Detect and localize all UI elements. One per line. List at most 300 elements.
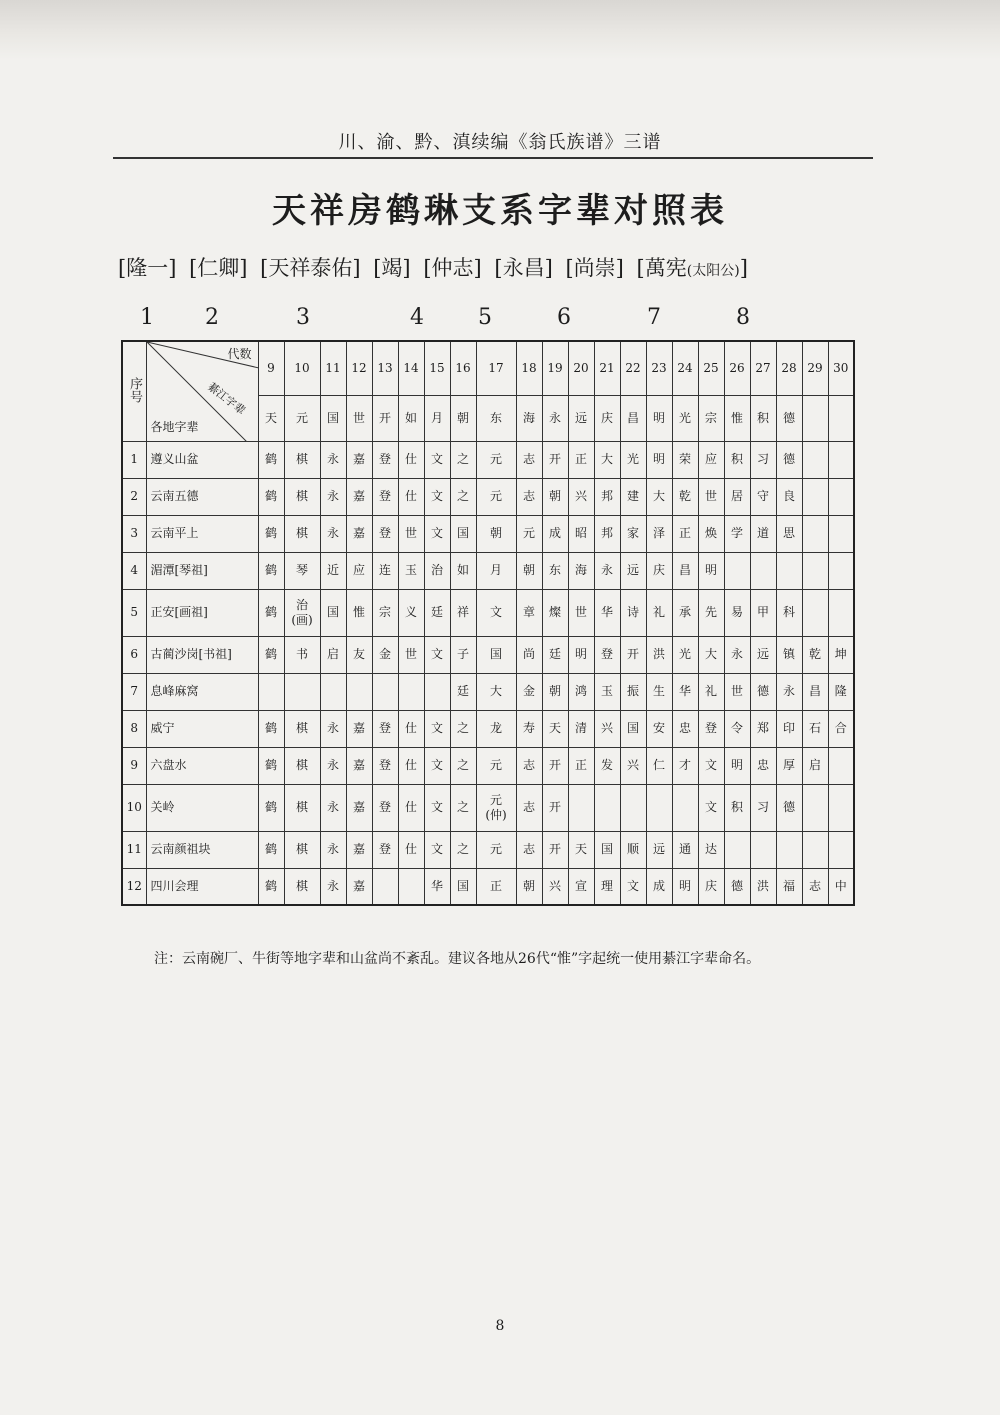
generation-char: 焕 xyxy=(698,515,724,552)
generation-char: 学 xyxy=(724,515,750,552)
row-place: 古蔺沙岗[书祖] xyxy=(146,636,258,673)
generation-char: 启 xyxy=(320,636,346,673)
generation-char: 思 xyxy=(776,515,802,552)
generation-char: 永 xyxy=(320,784,346,831)
generation-char: 鹤 xyxy=(258,589,284,636)
generation-char: 志 xyxy=(516,747,542,784)
generation-char: 永 xyxy=(320,747,346,784)
generation-char: 德 xyxy=(750,673,776,710)
generation-char: 国 xyxy=(320,589,346,636)
generation-number: 13 xyxy=(372,341,398,395)
generation-char: 治 xyxy=(424,552,450,589)
row-seq: 6 xyxy=(122,636,146,673)
generation-char xyxy=(802,478,828,515)
qijiang-char xyxy=(828,395,854,441)
generation-char: 永 xyxy=(594,552,620,589)
generation-char: 远 xyxy=(750,636,776,673)
qijiang-char: 明 xyxy=(646,395,672,441)
generation-char: 合 xyxy=(828,710,854,747)
generation-char: 志 xyxy=(516,478,542,515)
table-row xyxy=(122,589,854,636)
qijiang-char: 元 xyxy=(284,395,320,441)
generation-char: 寿 xyxy=(516,710,542,747)
generation-char: 建 xyxy=(620,478,646,515)
generation-char: 玉 xyxy=(398,552,424,589)
generation-char: 大 xyxy=(594,441,620,478)
row-seq: 12 xyxy=(122,868,146,905)
generation-number: 20 xyxy=(568,341,594,395)
generation-char: 元 xyxy=(476,478,516,515)
table-row xyxy=(122,831,854,868)
running-head: 川、渝、黔、滇续编《翁氏族谱》三谱 xyxy=(338,132,662,153)
generation-char: 永 xyxy=(320,831,346,868)
generation-header-row xyxy=(122,341,854,395)
generation-char: 昭 xyxy=(568,515,594,552)
generation-char: 仁 xyxy=(646,747,672,784)
generation-char xyxy=(828,831,854,868)
generation-char: 科 xyxy=(776,589,802,636)
generation-char: 连 xyxy=(372,552,398,589)
row-place: 正安[画祖] xyxy=(146,589,258,636)
generation-char: 甲 xyxy=(750,589,776,636)
row-place: 遵义山盆 xyxy=(146,441,258,478)
generation-char: 洪 xyxy=(646,636,672,673)
generation-char: 德 xyxy=(724,868,750,905)
generation-char xyxy=(828,784,854,831)
lineage-item: [永昌] xyxy=(494,256,553,280)
row-seq: 11 xyxy=(122,831,146,868)
generation-char: 习 xyxy=(750,784,776,831)
generation-char: 远 xyxy=(646,831,672,868)
row-seq: 1 xyxy=(122,441,146,478)
generation-char: 厚 xyxy=(776,747,802,784)
generation-mark: 3 xyxy=(296,305,310,330)
generation-char: 文 xyxy=(424,441,450,478)
generation-number: 18 xyxy=(516,341,542,395)
generation-char: 中 xyxy=(828,868,854,905)
generation-char: 清 xyxy=(568,710,594,747)
generation-char: 庆 xyxy=(646,552,672,589)
generation-char: 习 xyxy=(750,441,776,478)
generation-number: 23 xyxy=(646,341,672,395)
generation-char xyxy=(802,515,828,552)
generation-char: 文 xyxy=(698,747,724,784)
generation-marks xyxy=(0,305,1000,335)
generation-char: 玉 xyxy=(594,673,620,710)
generation-char: 宗 xyxy=(372,589,398,636)
generation-char: 仕 xyxy=(398,831,424,868)
seq-header-label: 序号 xyxy=(127,376,143,403)
generation-char: 世 xyxy=(398,636,424,673)
generation-char: 永 xyxy=(320,515,346,552)
generation-char: 应 xyxy=(346,552,372,589)
generation-number: 27 xyxy=(750,341,776,395)
generation-char: 鹤 xyxy=(258,747,284,784)
generation-char xyxy=(620,784,646,831)
generation-char: 龙 xyxy=(476,710,516,747)
generation-mark: 1 xyxy=(140,305,154,330)
generation-char: 隆 xyxy=(828,673,854,710)
generation-char: 朝 xyxy=(516,868,542,905)
generation-char: 泽 xyxy=(646,515,672,552)
generation-char: 启 xyxy=(802,747,828,784)
generation-char: 明 xyxy=(568,636,594,673)
generation-char: 之 xyxy=(450,478,476,515)
qijiang-char: 世 xyxy=(346,395,372,441)
generation-char: 嘉 xyxy=(346,747,372,784)
generation-char: 元 xyxy=(516,515,542,552)
generation-char: 登 xyxy=(372,784,398,831)
generation-char: 鹤 xyxy=(258,441,284,478)
generation-char: 登 xyxy=(372,710,398,747)
generation-char: 永 xyxy=(320,710,346,747)
qijiang-char: 天 xyxy=(258,395,284,441)
generation-number: 11 xyxy=(320,341,346,395)
generation-char: 德 xyxy=(776,784,802,831)
generation-char: 棋 xyxy=(284,831,320,868)
generation-char: 登 xyxy=(372,441,398,478)
generation-char: 嘉 xyxy=(346,868,372,905)
generation-char: 如 xyxy=(450,552,476,589)
generation-char: 棋 xyxy=(284,868,320,905)
qijiang-char: 光 xyxy=(672,395,698,441)
generation-char: 章 xyxy=(516,589,542,636)
generation-char: 棋 xyxy=(284,515,320,552)
generation-char xyxy=(802,831,828,868)
qijiang-char: 庆 xyxy=(594,395,620,441)
generation-number: 21 xyxy=(594,341,620,395)
generation-table xyxy=(121,340,855,906)
generation-char: 应 xyxy=(698,441,724,478)
generation-char: 鹤 xyxy=(258,710,284,747)
generation-char: 棋 xyxy=(284,478,320,515)
generation-char: 鹤 xyxy=(258,868,284,905)
table-row xyxy=(122,784,854,831)
generation-char: 兴 xyxy=(620,747,646,784)
generation-char: 棋 xyxy=(284,441,320,478)
generation-char xyxy=(776,831,802,868)
generation-char: 明 xyxy=(724,747,750,784)
generation-char: 昌 xyxy=(802,673,828,710)
generation-mark: 8 xyxy=(736,305,750,330)
generation-char: 华 xyxy=(424,868,450,905)
qijiang-char xyxy=(802,395,828,441)
generation-char: 世 xyxy=(724,673,750,710)
generation-char: 国 xyxy=(476,636,516,673)
generation-char: 生 xyxy=(646,673,672,710)
generation-char: 光 xyxy=(672,636,698,673)
generation-char: 大 xyxy=(476,673,516,710)
generation-char: 鹤 xyxy=(258,636,284,673)
generation-char: 居 xyxy=(724,478,750,515)
generation-char xyxy=(398,673,424,710)
generation-number: 22 xyxy=(620,341,646,395)
qijiang-char: 国 xyxy=(320,395,346,441)
generation-char: 明 xyxy=(672,868,698,905)
generation-char: 永 xyxy=(320,478,346,515)
generation-char: 永 xyxy=(320,868,346,905)
generation-char: 友 xyxy=(346,636,372,673)
header-rule xyxy=(113,157,873,159)
generation-char: 礼 xyxy=(698,673,724,710)
generation-char: 之 xyxy=(450,831,476,868)
generation-char: 元 xyxy=(476,831,516,868)
qijiang-char: 永 xyxy=(542,395,568,441)
generation-number: 28 xyxy=(776,341,802,395)
generation-number: 25 xyxy=(698,341,724,395)
generation-char: 鹤 xyxy=(258,831,284,868)
generation-char: 通 xyxy=(672,831,698,868)
corner-generation-label: 代数 xyxy=(227,347,252,361)
generation-char: 印 xyxy=(776,710,802,747)
generation-char: 文 xyxy=(424,478,450,515)
generation-char: 天 xyxy=(568,831,594,868)
generation-char xyxy=(424,673,450,710)
generation-char: 志 xyxy=(802,868,828,905)
generation-char: 开 xyxy=(542,831,568,868)
generation-char: 正 xyxy=(672,515,698,552)
generation-mark: 5 xyxy=(478,305,492,330)
generation-char xyxy=(828,552,854,589)
generation-char: 华 xyxy=(594,589,620,636)
row-place: 关岭 xyxy=(146,784,258,831)
generation-char: 发 xyxy=(594,747,620,784)
corner-qijiang-label: 綦江字辈 xyxy=(204,380,248,418)
row-place: 云南五德 xyxy=(146,478,258,515)
generation-char: 积 xyxy=(724,441,750,478)
generation-char: 文 xyxy=(424,784,450,831)
generation-char: 大 xyxy=(698,636,724,673)
generation-char: 嘉 xyxy=(346,441,372,478)
generation-number: 12 xyxy=(346,341,372,395)
row-seq: 2 xyxy=(122,478,146,515)
generation-char: 乾 xyxy=(672,478,698,515)
generation-char: 文 xyxy=(698,784,724,831)
generation-char: 嘉 xyxy=(346,784,372,831)
corner-local-label: 各地字辈 xyxy=(150,420,199,435)
generation-char: 元 (仲) xyxy=(476,784,516,831)
generation-char: 志 xyxy=(516,784,542,831)
generation-char: 仕 xyxy=(398,784,424,831)
generation-char: 诗 xyxy=(620,589,646,636)
generation-char: 宣 xyxy=(568,868,594,905)
generation-char: 志 xyxy=(516,831,542,868)
generation-char xyxy=(398,868,424,905)
generation-number: 17 xyxy=(476,341,516,395)
lineage-item: [仲志] xyxy=(423,256,482,280)
lineage-note: (太阳公) xyxy=(686,263,740,279)
qijiang-char: 昌 xyxy=(620,395,646,441)
generation-char xyxy=(724,552,750,589)
row-seq: 10 xyxy=(122,784,146,831)
row-seq: 5 xyxy=(122,589,146,636)
row-seq: 9 xyxy=(122,747,146,784)
generation-char: 成 xyxy=(646,868,672,905)
generation-number: 26 xyxy=(724,341,750,395)
generation-char: 开 xyxy=(542,747,568,784)
generation-char xyxy=(802,552,828,589)
generation-char: 仕 xyxy=(398,441,424,478)
generation-char: 华 xyxy=(672,673,698,710)
lineage-item: [天祥泰佑] xyxy=(260,256,361,280)
generation-char xyxy=(828,478,854,515)
generation-char: 子 xyxy=(450,636,476,673)
generation-char: 廷 xyxy=(542,636,568,673)
row-place: 云南颜祖块 xyxy=(146,831,258,868)
generation-char: 坤 xyxy=(828,636,854,673)
generation-char: 成 xyxy=(542,515,568,552)
generation-char: 东 xyxy=(542,552,568,589)
generation-char xyxy=(828,747,854,784)
row-seq: 8 xyxy=(122,710,146,747)
generation-char: 嘉 xyxy=(346,710,372,747)
generation-number: 9 xyxy=(258,341,284,395)
generation-char: 金 xyxy=(372,636,398,673)
generation-char: 棋 xyxy=(284,784,320,831)
qijiang-char: 远 xyxy=(568,395,594,441)
generation-char: 尚 xyxy=(516,636,542,673)
generation-char: 廷 xyxy=(450,673,476,710)
generation-char: 之 xyxy=(450,747,476,784)
generation-char: 嘉 xyxy=(346,478,372,515)
generation-mark: 7 xyxy=(647,305,661,330)
table-row xyxy=(122,673,854,710)
qijiang-char: 德 xyxy=(776,395,802,441)
generation-char: 鹤 xyxy=(258,784,284,831)
generation-number: 14 xyxy=(398,341,424,395)
lineage-item: [萬宪(太阳公)] xyxy=(636,256,748,280)
generation-char xyxy=(320,673,346,710)
lineage-item: [隆一] xyxy=(118,256,177,280)
generation-char: 元 xyxy=(476,441,516,478)
generation-char: 廷 xyxy=(424,589,450,636)
generation-mark: 4 xyxy=(410,305,424,330)
row-place: 息峰麻窝 xyxy=(146,673,258,710)
generation-char: 文 xyxy=(476,589,516,636)
generation-char: 安 xyxy=(646,710,672,747)
qijiang-char: 积 xyxy=(750,395,776,441)
generation-char: 鸿 xyxy=(568,673,594,710)
generation-char xyxy=(672,784,698,831)
generation-mark: 2 xyxy=(205,305,219,330)
generation-char: 永 xyxy=(724,636,750,673)
generation-char: 嘉 xyxy=(346,515,372,552)
generation-char: 登 xyxy=(594,636,620,673)
generation-char xyxy=(284,673,320,710)
generation-char xyxy=(594,784,620,831)
generation-char xyxy=(372,868,398,905)
generation-char: 开 xyxy=(542,441,568,478)
generation-char: 兴 xyxy=(542,868,568,905)
generation-char: 石 xyxy=(802,710,828,747)
generation-char: 文 xyxy=(424,831,450,868)
generation-char: 月 xyxy=(476,552,516,589)
generation-char: 登 xyxy=(372,478,398,515)
generation-char: 仕 xyxy=(398,747,424,784)
generation-char: 天 xyxy=(542,710,568,747)
generation-char xyxy=(346,673,372,710)
row-place: 湄潭[琴祖] xyxy=(146,552,258,589)
generation-char: 书 xyxy=(284,636,320,673)
qijiang-char: 如 xyxy=(398,395,424,441)
table-row xyxy=(122,747,854,784)
qijiang-char: 惟 xyxy=(724,395,750,441)
table-row xyxy=(122,441,854,478)
generation-char: 仕 xyxy=(398,478,424,515)
generation-number: 30 xyxy=(828,341,854,395)
generation-char: 登 xyxy=(372,747,398,784)
generation-char: 文 xyxy=(424,710,450,747)
generation-char: 之 xyxy=(450,710,476,747)
generation-char: 开 xyxy=(542,784,568,831)
generation-char xyxy=(828,589,854,636)
generation-char xyxy=(802,589,828,636)
qijiang-char: 宗 xyxy=(698,395,724,441)
generation-char xyxy=(568,784,594,831)
generation-char xyxy=(802,784,828,831)
generation-char xyxy=(802,441,828,478)
generation-char: 文 xyxy=(424,747,450,784)
row-place: 六盘水 xyxy=(146,747,258,784)
generation-char: 朝 xyxy=(516,552,542,589)
generation-char: 易 xyxy=(724,589,750,636)
generation-char: 治 (画) xyxy=(284,589,320,636)
generation-char: 德 xyxy=(776,441,802,478)
generation-char: 承 xyxy=(672,589,698,636)
generation-char: 忠 xyxy=(672,710,698,747)
generation-char xyxy=(372,673,398,710)
generation-char: 镇 xyxy=(776,636,802,673)
generation-char: 登 xyxy=(372,515,398,552)
generation-char: 乾 xyxy=(802,636,828,673)
row-seq: 3 xyxy=(122,515,146,552)
generation-char: 元 xyxy=(476,747,516,784)
table-row xyxy=(122,710,854,747)
generation-char: 振 xyxy=(620,673,646,710)
generation-char: 洪 xyxy=(750,868,776,905)
lineage-item: [竭] xyxy=(373,256,411,280)
generation-char: 燦 xyxy=(542,589,568,636)
table-row xyxy=(122,636,854,673)
generation-char: 国 xyxy=(450,868,476,905)
generation-char: 荣 xyxy=(672,441,698,478)
corner-header xyxy=(146,341,258,441)
generation-char: 正 xyxy=(568,441,594,478)
generation-char: 守 xyxy=(750,478,776,515)
generation-number: 29 xyxy=(802,341,828,395)
generation-char xyxy=(258,673,284,710)
generation-char: 庆 xyxy=(698,868,724,905)
generation-char: 令 xyxy=(724,710,750,747)
generation-char: 登 xyxy=(372,831,398,868)
generation-char xyxy=(828,441,854,478)
page-title: 天祥房鹤琳支系字辈对照表 xyxy=(272,191,728,231)
seq-header xyxy=(122,341,146,441)
page-number: 8 xyxy=(495,1318,505,1334)
generation-char: 鹤 xyxy=(258,478,284,515)
generation-number: 24 xyxy=(672,341,698,395)
generation-char: 邦 xyxy=(594,478,620,515)
generation-char: 光 xyxy=(620,441,646,478)
generation-char: 良 xyxy=(776,478,802,515)
generation-number: 15 xyxy=(424,341,450,395)
generation-char: 达 xyxy=(698,831,724,868)
generation-char: 家 xyxy=(620,515,646,552)
generation-char: 明 xyxy=(698,552,724,589)
generation-char: 国 xyxy=(450,515,476,552)
generation-char: 才 xyxy=(672,747,698,784)
generation-char: 先 xyxy=(698,589,724,636)
